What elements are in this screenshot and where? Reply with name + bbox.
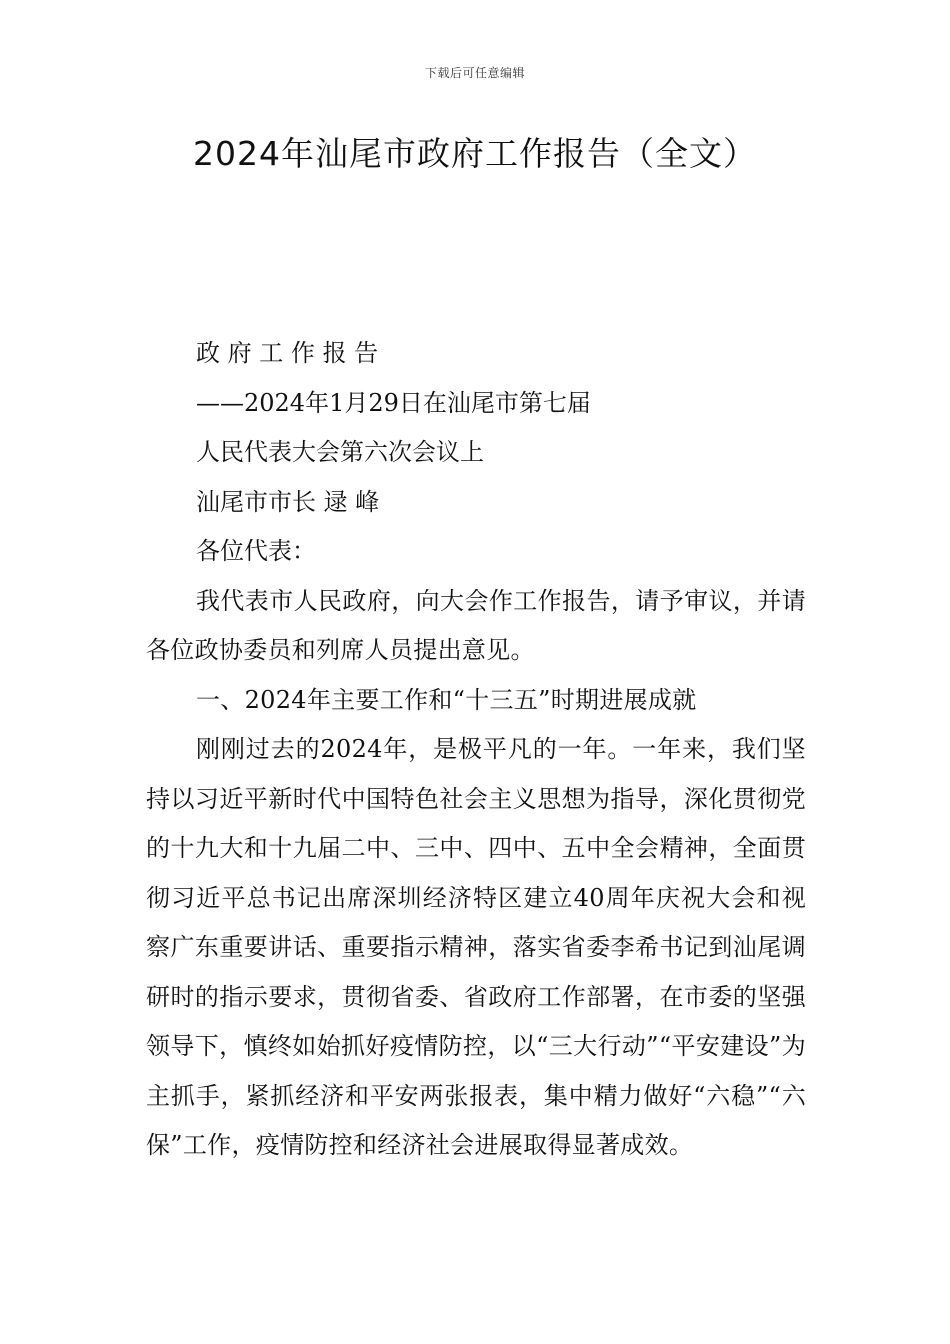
report-meeting-line: 人民代表大会第六次会议上 [196,438,484,466]
intro-paragraph: 我代表市人民政府，向大会作工作报告，请予审议，并请各位政协委员和列席人员提出意见。 [146,586,806,664]
document-body [146,329,806,1171]
document-title: 2024年汕尾市政府工作报告（全文） [193,134,757,173]
report-speaker-line: 汕尾市市长 逯 峰 [196,487,380,516]
body-paragraph: 刚刚过去的2024年，是极平凡的一年。一年来，我们坚持以习近平新时代中国特色社会主义思想为指导，深化贯彻党的十九大和十九届二中、三中、四中、五中全会精神，全面贯彻习近平总书记出席深圳经济特区建立40周年庆祝大会和视察广东重要讲话、重要指示精神，落实省委李希书记到汕尾调研时的指示要求，贯彻省委、省政府工作部署，在市委的坚强领导下，慎终如始抓好疫情防控，以“三大行动”“平安建设”为主抓手，紧抓经济和平安两张报表，集中精力做好“六稳”“六保”工作，疫情防控和经济社会进展取得显著成效。 [146,735,806,1159]
report-date-line: ——2024年1月29日在汕尾市第七届 [196,388,591,417]
report-heading: 政 府 工 作 报 告 [196,339,379,367]
section-heading: 一、2024年主要工作和“十三五”时期进展成就 [196,685,697,714]
header-note: 下载后可任意编辑 [424,66,525,80]
salutation: 各位代表： [196,537,316,565]
